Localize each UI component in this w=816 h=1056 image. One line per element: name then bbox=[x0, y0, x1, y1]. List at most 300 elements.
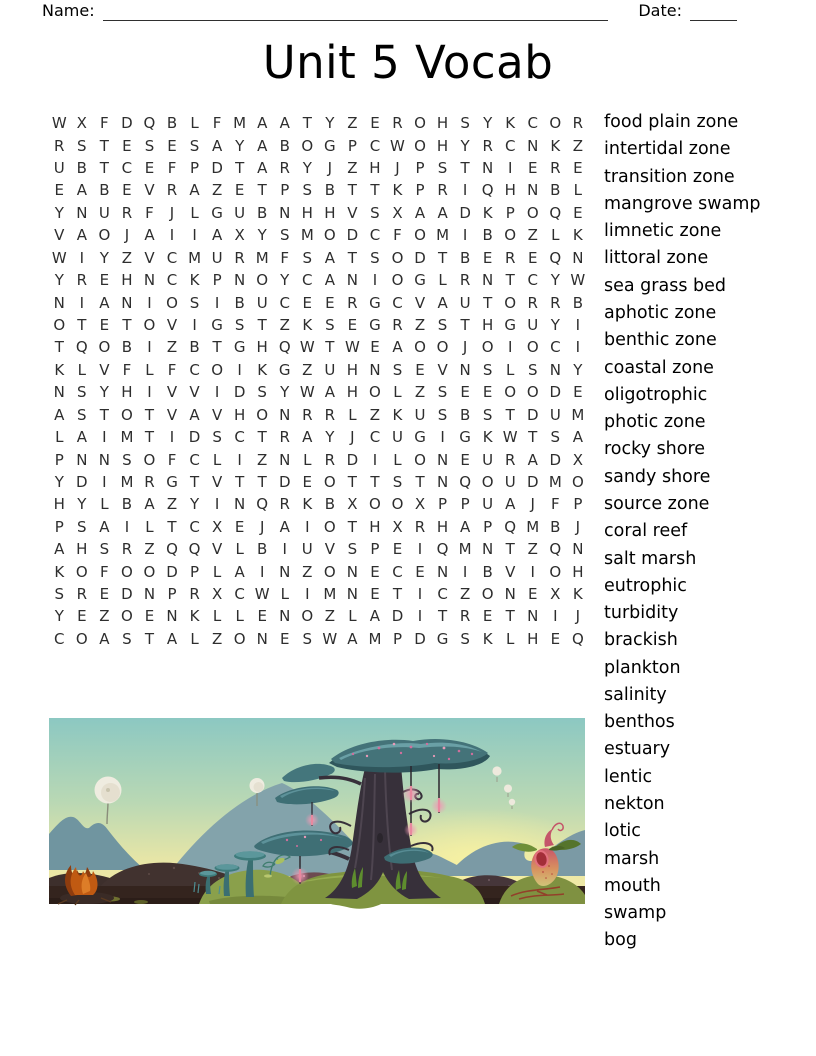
grid-letter: D bbox=[549, 383, 562, 402]
grid-letter: A bbox=[99, 293, 110, 312]
grid-letter: I bbox=[417, 585, 423, 604]
grid-letter: I bbox=[507, 338, 513, 357]
grid-letter: M bbox=[526, 517, 540, 536]
grid-letter: C bbox=[437, 585, 448, 604]
grid-letter: L bbox=[235, 607, 244, 626]
grid-letter: T bbox=[460, 316, 470, 334]
grid-letter: F bbox=[122, 360, 132, 379]
grid-letter: Z bbox=[257, 450, 268, 469]
grid-letter: P bbox=[415, 181, 425, 200]
grid-letter: O bbox=[98, 226, 111, 245]
header bbox=[42, 1, 737, 21]
grid-letter: D bbox=[211, 159, 223, 178]
grid-letter: I bbox=[462, 226, 468, 245]
grid-letter: V bbox=[211, 540, 223, 559]
grid-letter: U bbox=[391, 428, 403, 447]
grid-letter: N bbox=[256, 629, 268, 648]
grid-letter: C bbox=[369, 428, 381, 447]
grid-letter: P bbox=[415, 159, 425, 178]
grid-letter: T bbox=[437, 607, 448, 626]
grid-letter: E bbox=[482, 383, 493, 402]
grid-letter: I bbox=[102, 472, 107, 491]
word-list-item: salt marsh bbox=[604, 548, 697, 569]
word-list-item: lentic bbox=[604, 766, 653, 787]
grid-letter: R bbox=[54, 136, 65, 155]
grid-letter: I bbox=[169, 226, 175, 245]
grid-letter: P bbox=[54, 517, 64, 536]
grid-letter: B bbox=[121, 495, 133, 514]
grid-letter: B bbox=[572, 293, 583, 312]
grid-letter: E bbox=[77, 607, 87, 626]
grid-letter: K bbox=[392, 181, 403, 200]
grid-letter: F bbox=[100, 562, 109, 581]
grid-letter: B bbox=[189, 338, 200, 357]
grid-letter: L bbox=[190, 203, 199, 222]
grid-letter: G bbox=[504, 316, 517, 334]
word-list-item: photic zone bbox=[604, 412, 706, 433]
grid-letter: Y bbox=[99, 248, 109, 267]
grid-letter: O bbox=[526, 203, 539, 222]
grid-letter: E bbox=[99, 271, 110, 290]
grid-letter: Q bbox=[188, 540, 201, 559]
grid-letter: T bbox=[505, 607, 515, 626]
grid-letter: Y bbox=[483, 114, 493, 133]
grid-letter: O bbox=[504, 383, 517, 402]
grid-letter: L bbox=[77, 360, 86, 379]
grid-letter: E bbox=[122, 136, 132, 155]
grid-letter: B bbox=[279, 136, 290, 155]
grid-letter: L bbox=[55, 428, 64, 447]
grid-letter: H bbox=[369, 159, 381, 178]
grid-letter: B bbox=[234, 293, 245, 312]
grid-letter: O bbox=[481, 338, 494, 357]
grid-letter: H bbox=[436, 114, 449, 133]
grid-letter: Z bbox=[302, 562, 313, 581]
grid-letter: O bbox=[369, 383, 381, 402]
grid-letter: S bbox=[437, 316, 448, 334]
grid-letter: T bbox=[415, 472, 425, 491]
grid-letter: E bbox=[347, 316, 358, 334]
grid-letter: W bbox=[344, 338, 360, 357]
grid-letter: O bbox=[414, 136, 426, 155]
grid-letter: C bbox=[392, 562, 403, 581]
grid-letter: R bbox=[324, 450, 336, 469]
grid-letter: E bbox=[370, 338, 380, 357]
grid-letter: R bbox=[504, 248, 516, 267]
grid-letter: O bbox=[571, 472, 584, 491]
grid-letter: P bbox=[190, 562, 200, 581]
grid-letter: T bbox=[77, 316, 87, 334]
grid-letter: R bbox=[527, 293, 538, 312]
name-blank-line bbox=[103, 5, 609, 21]
grid-letter: T bbox=[347, 472, 357, 491]
grid-letter: L bbox=[212, 450, 222, 469]
grid-letter: J bbox=[259, 517, 265, 536]
grid-letter: C bbox=[392, 293, 403, 312]
grid-letter: N bbox=[436, 472, 449, 491]
grid-letter: R bbox=[144, 472, 155, 491]
grid-letter: T bbox=[144, 428, 155, 447]
grid-letter: O bbox=[256, 405, 269, 424]
grid-letter: H bbox=[346, 360, 359, 379]
grid-letter: O bbox=[414, 114, 426, 133]
grid-letter: C bbox=[166, 248, 178, 267]
grid-letter: T bbox=[528, 428, 538, 447]
grid-letter: S bbox=[347, 540, 358, 559]
grid-letter: B bbox=[324, 495, 335, 514]
grid-letter: T bbox=[212, 338, 222, 357]
grid-letter: I bbox=[192, 316, 197, 334]
grid-letter: N bbox=[279, 203, 291, 222]
grid-letter: Y bbox=[189, 495, 200, 514]
grid-letter: A bbox=[76, 181, 87, 200]
grid-letter: X bbox=[211, 517, 223, 536]
grid-letter: X bbox=[550, 585, 561, 604]
word-list-item: mangrove swamp bbox=[604, 193, 761, 214]
grid-letter: M bbox=[233, 114, 247, 133]
grid-letter: N bbox=[279, 562, 291, 581]
grid-letter: R bbox=[437, 181, 448, 200]
grid-letter: W bbox=[254, 585, 270, 604]
grid-letter: Y bbox=[99, 383, 109, 402]
grid-letter: N bbox=[143, 271, 156, 290]
grid-letter: T bbox=[483, 293, 493, 312]
grid-letter: J bbox=[575, 607, 581, 626]
grid-letter: U bbox=[53, 159, 65, 178]
grid-letter: I bbox=[214, 293, 220, 312]
grid-letter: A bbox=[527, 450, 538, 469]
grid-letter: L bbox=[100, 495, 109, 514]
grid-letter: S bbox=[527, 360, 538, 379]
grid-letter: H bbox=[324, 203, 336, 222]
grid-letter: D bbox=[121, 114, 133, 133]
grid-letter: W bbox=[322, 629, 338, 648]
grid-letter: N bbox=[279, 405, 291, 424]
grid-letter: Q bbox=[571, 629, 584, 648]
grid-letter: A bbox=[76, 226, 87, 245]
grid-letter: T bbox=[505, 540, 515, 559]
grid-letter: U bbox=[527, 316, 539, 334]
grid-letter: H bbox=[234, 405, 246, 424]
grid-letter: E bbox=[234, 181, 245, 200]
grid-letter: U bbox=[256, 293, 268, 312]
grid-letter: H bbox=[572, 562, 584, 581]
grid-letter: G bbox=[414, 428, 426, 447]
grid-letter: G bbox=[369, 293, 381, 312]
grid-letter: K bbox=[302, 316, 313, 334]
grid-letter: D bbox=[549, 450, 562, 469]
grid-letter: E bbox=[325, 293, 335, 312]
word-list-item: benthos bbox=[604, 712, 675, 733]
grid-letter: O bbox=[391, 248, 404, 267]
grid-letter: L bbox=[348, 607, 357, 626]
grid-letter: Q bbox=[549, 248, 562, 267]
grid-letter: A bbox=[369, 607, 381, 626]
grid-letter: N bbox=[527, 607, 539, 626]
grid-letter: K bbox=[505, 114, 516, 133]
grid-letter: A bbox=[459, 517, 471, 536]
word-list-item: bog bbox=[604, 930, 637, 951]
grid-letter: K bbox=[302, 495, 313, 514]
grid-letter: D bbox=[188, 428, 201, 447]
date-label: Date: bbox=[638, 1, 682, 20]
grid-letter: B bbox=[482, 562, 493, 581]
grid-letter: D bbox=[391, 607, 404, 626]
grid-letter: B bbox=[550, 181, 561, 200]
grid-letter: E bbox=[122, 181, 132, 200]
grid-letter: Y bbox=[302, 159, 312, 178]
grid-letter: Y bbox=[280, 383, 290, 402]
grid-letter: C bbox=[121, 159, 133, 178]
grid-letter: V bbox=[99, 360, 110, 379]
grid-letter: L bbox=[212, 562, 222, 581]
grid-letter: H bbox=[121, 383, 133, 402]
grid-letter: I bbox=[462, 181, 468, 200]
grid-letter: I bbox=[553, 607, 558, 626]
grid-letter: N bbox=[482, 540, 494, 559]
grid-letter: K bbox=[482, 203, 493, 222]
grid-letter: O bbox=[414, 338, 426, 357]
grid-letter: H bbox=[436, 517, 449, 536]
grid-letter: P bbox=[483, 517, 493, 536]
grid-letter: Q bbox=[549, 203, 562, 222]
grid-letter: T bbox=[235, 472, 245, 491]
grid-letter: S bbox=[77, 136, 87, 155]
grid-letter: E bbox=[550, 629, 561, 648]
grid-letter: T bbox=[347, 181, 357, 200]
grid-letter: T bbox=[505, 405, 515, 424]
grid-letter: N bbox=[234, 495, 246, 514]
grid-letter: O bbox=[211, 360, 223, 379]
grid-letter: C bbox=[189, 517, 200, 536]
grid-letter: E bbox=[234, 517, 245, 536]
grid-letter: D bbox=[233, 383, 246, 402]
grid-letter: I bbox=[507, 159, 513, 178]
grid-letter: I bbox=[417, 607, 423, 626]
grid-letter: H bbox=[504, 181, 516, 200]
grid-letter: M bbox=[458, 540, 472, 559]
grid-letter: O bbox=[481, 472, 494, 491]
grid-letter: T bbox=[370, 472, 380, 491]
grid-letter: O bbox=[53, 316, 66, 334]
grid-letter: I bbox=[169, 428, 175, 447]
grid-letter: S bbox=[460, 114, 470, 133]
grid-letter: T bbox=[302, 114, 312, 133]
grid-letter: B bbox=[459, 405, 471, 424]
grid-letter: O bbox=[414, 450, 426, 469]
grid-letter: S bbox=[437, 383, 448, 402]
word-list-item: oligotrophic bbox=[604, 384, 708, 405]
grid-letter: T bbox=[392, 585, 403, 604]
grid-letter: H bbox=[482, 316, 494, 334]
grid-letter: A bbox=[257, 114, 268, 133]
grid-letter: O bbox=[301, 607, 314, 626]
grid-letter: S bbox=[77, 383, 87, 402]
grid-letter: A bbox=[234, 562, 245, 581]
grid-letter: C bbox=[189, 360, 200, 379]
grid-letter: O bbox=[256, 271, 269, 290]
grid-letter: D bbox=[76, 472, 88, 491]
grid-letter: O bbox=[121, 405, 133, 424]
grid-letter: N bbox=[76, 450, 88, 469]
grid-letter: O bbox=[143, 316, 156, 334]
grid-letter: S bbox=[257, 383, 267, 402]
grid-letter: R bbox=[550, 293, 561, 312]
grid-letter: T bbox=[257, 428, 267, 447]
grid-letter: L bbox=[573, 181, 583, 200]
grid-letter: C bbox=[527, 114, 538, 133]
grid-letter: R bbox=[234, 248, 245, 267]
grid-letter: F bbox=[393, 226, 402, 245]
grid-letter: S bbox=[54, 585, 65, 604]
grid-letter: J bbox=[169, 203, 175, 222]
grid-letter: M bbox=[368, 629, 382, 648]
grid-letter: O bbox=[121, 607, 133, 626]
grid-letter: M bbox=[120, 472, 134, 491]
grid-letter: T bbox=[347, 248, 357, 267]
grid-letter: O bbox=[526, 338, 539, 357]
grid-letter: R bbox=[392, 316, 403, 334]
grid-letter: U bbox=[324, 360, 336, 379]
grid-letter: Q bbox=[549, 540, 562, 559]
grid-letter: K bbox=[572, 585, 583, 604]
grid-letter: R bbox=[189, 585, 200, 604]
grid-letter: E bbox=[573, 203, 583, 222]
grid-letter: V bbox=[166, 383, 178, 402]
grid-letter: C bbox=[234, 585, 245, 604]
grid-letter: B bbox=[166, 114, 178, 133]
grid-letter: O bbox=[391, 271, 404, 290]
grid-letter: I bbox=[214, 495, 220, 514]
grid-letter: X bbox=[76, 114, 87, 133]
grid-letter: P bbox=[438, 495, 448, 514]
grid-letter: L bbox=[506, 360, 515, 379]
grid-letter: P bbox=[370, 540, 380, 559]
grid-letter: A bbox=[414, 203, 426, 222]
grid-letter: Z bbox=[527, 226, 538, 245]
grid-letter: V bbox=[505, 562, 516, 581]
grid-letter: A bbox=[324, 271, 335, 290]
grid-letter: E bbox=[415, 562, 425, 581]
grid-letter: E bbox=[99, 316, 110, 334]
grid-letter: W bbox=[390, 136, 405, 155]
grid-letter: Q bbox=[256, 495, 269, 514]
grid-letter: E bbox=[528, 248, 538, 267]
grid-letter: A bbox=[279, 114, 290, 133]
grid-letter: I bbox=[147, 293, 152, 312]
grid-letter: G bbox=[369, 316, 381, 334]
grid-letter: H bbox=[436, 136, 449, 155]
grid-letter: J bbox=[395, 159, 400, 178]
word-list-item: sea grass bed bbox=[604, 275, 726, 296]
grid-letter: P bbox=[54, 450, 64, 469]
grid-letter: L bbox=[506, 629, 515, 648]
grid-letter: D bbox=[278, 472, 291, 491]
grid-letter: K bbox=[482, 629, 493, 648]
grid-letter: R bbox=[279, 495, 290, 514]
grid-letter: T bbox=[144, 405, 155, 424]
grid-letter: L bbox=[303, 450, 312, 469]
grid-letter: A bbox=[144, 226, 155, 245]
word-list-item: source zone bbox=[604, 493, 710, 514]
grid-letter: B bbox=[99, 181, 110, 200]
grid-letter: T bbox=[437, 248, 448, 267]
grid-letter: S bbox=[460, 629, 470, 648]
grid-letter: O bbox=[75, 629, 88, 648]
grid-letter: S bbox=[189, 293, 200, 312]
grid-letter: R bbox=[121, 203, 133, 222]
word-list-item: coastal zone bbox=[604, 357, 714, 378]
grid-letter: C bbox=[166, 271, 178, 290]
grid-letter: O bbox=[504, 226, 517, 245]
grid-letter: C bbox=[504, 136, 516, 155]
grid-letter: H bbox=[76, 540, 88, 559]
grid-letter: Q bbox=[166, 540, 178, 559]
grid-letter: F bbox=[212, 114, 222, 133]
grid-letter: V bbox=[437, 360, 448, 379]
grid-letter: Z bbox=[527, 540, 538, 559]
grid-letter: F bbox=[167, 450, 177, 469]
grid-letter: Y bbox=[280, 271, 290, 290]
word-list-item: salinity bbox=[604, 684, 667, 705]
grid-letter: K bbox=[257, 360, 268, 379]
grid-letter: O bbox=[549, 114, 562, 133]
word-list-item: limnetic zone bbox=[604, 221, 722, 242]
grid-letter: O bbox=[369, 495, 381, 514]
grid-letter: E bbox=[528, 585, 538, 604]
grid-letter: N bbox=[527, 181, 539, 200]
grid-letter: O bbox=[98, 338, 111, 357]
grid-letter: G bbox=[324, 136, 336, 155]
grid-letter: S bbox=[302, 248, 313, 267]
grid-letter: A bbox=[144, 495, 155, 514]
grid-letter: X bbox=[234, 226, 245, 245]
grid-letter: E bbox=[460, 383, 470, 402]
grid-letter: F bbox=[167, 360, 177, 379]
grid-letter: E bbox=[392, 540, 403, 559]
grid-letter: E bbox=[370, 114, 380, 133]
grid-letter: B bbox=[550, 517, 561, 536]
grid-letter: I bbox=[462, 562, 468, 581]
grid-letter: K bbox=[54, 562, 65, 581]
grid-letter: Z bbox=[211, 181, 223, 200]
grid-letter: A bbox=[572, 428, 583, 447]
grid-letter: G bbox=[436, 629, 449, 648]
grid-letter: N bbox=[504, 585, 516, 604]
word-list-item: sandy shore bbox=[604, 466, 711, 487]
grid-letter: S bbox=[370, 248, 380, 267]
grid-letter: I bbox=[530, 562, 535, 581]
grid-letter: I bbox=[237, 450, 242, 469]
grid-letter: F bbox=[280, 248, 290, 267]
word-list-item: rocky shore bbox=[604, 439, 706, 460]
grid-letter: C bbox=[550, 338, 561, 357]
grid-letter: Q bbox=[75, 338, 88, 357]
grid-letter: Z bbox=[166, 495, 178, 514]
grid-letter: K bbox=[550, 136, 561, 155]
grid-letter: I bbox=[372, 450, 378, 469]
word-list bbox=[604, 109, 760, 955]
word-list-item: aphotic zone bbox=[604, 302, 717, 323]
grid-letter: P bbox=[190, 159, 200, 178]
grid-letter: X bbox=[392, 203, 403, 222]
grid-letter: R bbox=[572, 114, 584, 133]
grid-letter: I bbox=[305, 585, 310, 604]
grid-letter: Y bbox=[573, 360, 583, 379]
grid-letter: I bbox=[147, 383, 152, 402]
grid-letter: C bbox=[279, 293, 290, 312]
grid-letter: I bbox=[575, 338, 581, 357]
